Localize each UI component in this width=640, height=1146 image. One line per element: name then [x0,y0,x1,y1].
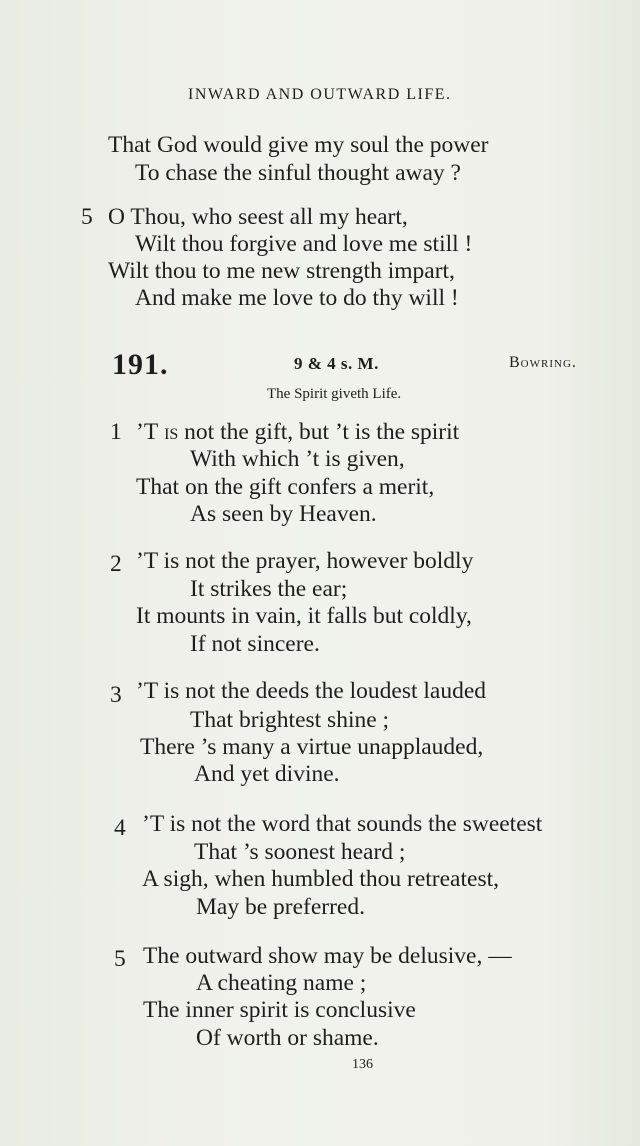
verse-line: The inner spirit is conclusive [143,997,416,1023]
verse-line: There ’s many a virtue unapplauded, [140,734,484,760]
verse-line-tail: not the gift, but ’t is the spirit [178,419,460,445]
verse-number: 5 [81,204,93,230]
verse-line: It strikes the ear; [190,576,348,602]
verse-line: And yet divine. [194,761,340,787]
verse-line: That ’s soonest heard ; [194,839,406,865]
verse-line: ’T is not the prayer, however boldly [136,548,474,574]
verse-line: It mounts in vain, it falls but coldly, [136,603,472,629]
page-number: 136 [352,1057,373,1072]
verse-line: Wilt thou forgive and love me still ! [135,231,473,257]
verse-number: 5 [114,946,126,972]
verse-number: 3 [110,682,122,708]
verse-line: O Thou, who seest all my heart, [108,204,408,230]
drop-word: ’T [136,419,159,445]
running-head: INWARD AND OUTWARD LIFE. [188,86,452,103]
verse-line: A sigh, when humbled thou retreatest, [142,866,499,892]
prev-hymn-line: That God would give my soul the power [108,132,489,158]
verse-line: If not sincere. [190,631,320,657]
verse-number: 2 [110,551,122,577]
hymn-subtitle: The Spirit giveth Life. [267,386,402,402]
verse-line: That on the gift confers a merit, [136,474,435,500]
verse-line: ’T is not the deeds the loudest lauded [136,678,487,704]
verse-line: With which ’t is given, [190,446,405,472]
hymn-author: Bowring. [509,354,577,371]
verse-number: 1 [110,419,122,445]
verse-line: Of worth or shame. [196,1025,379,1051]
verse-line: As seen by Heaven. [190,501,377,527]
verse-line [136,421,459,445]
verse-line: That brightest shine ; [190,707,390,733]
verse-number: 4 [114,815,126,841]
verse-line: ’T is not the word that sounds the sweetest [142,811,543,837]
prev-hymn-line: To chase the sinful thought away ? [135,160,461,186]
verse-line: Wilt thou to me new strength impart, [108,258,455,284]
verse-line: The outward show may be delusive, — [143,943,512,969]
hymn-meter: 9 & 4 s. M. [294,354,379,373]
hymn-number: 191. [112,348,169,381]
small-caps-word: is [158,419,179,445]
verse-line: A cheating name ; [196,970,367,996]
verse-line: May be preferred. [196,894,365,920]
verse-line: And make me love to do thy will ! [135,285,459,311]
